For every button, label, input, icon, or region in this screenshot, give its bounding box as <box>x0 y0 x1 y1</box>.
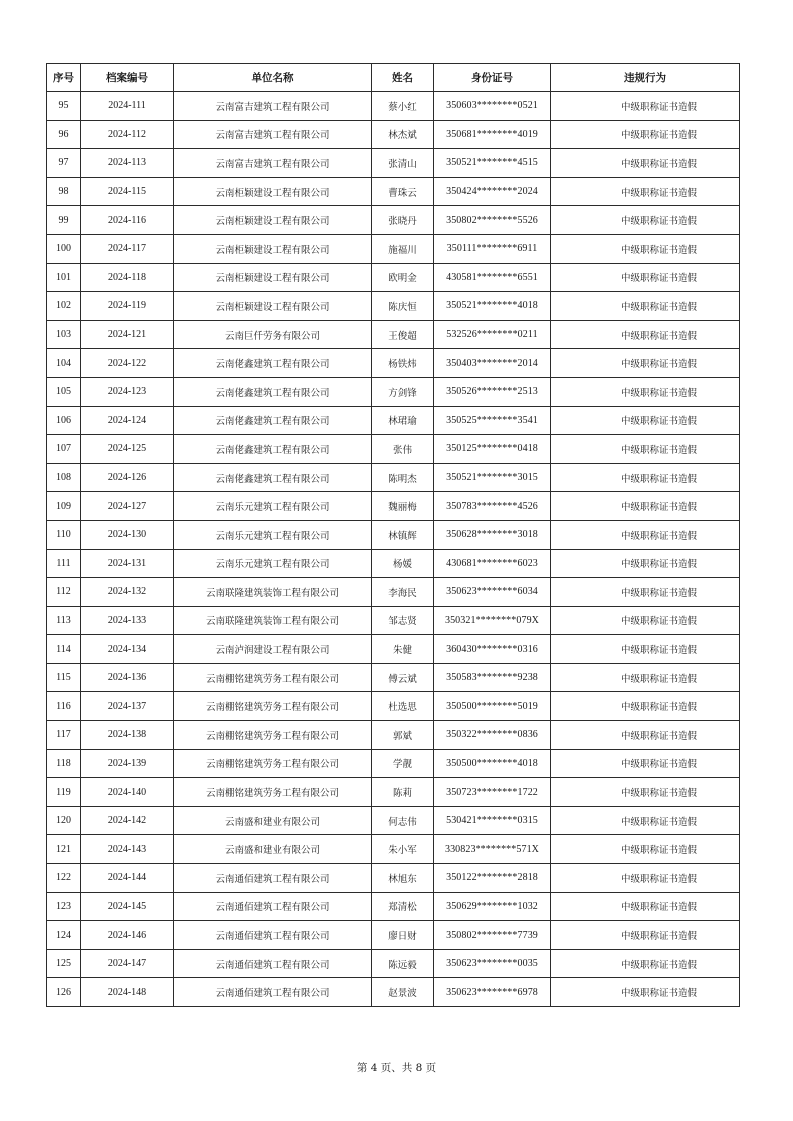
cell-company-name: 云南佬鑫建筑工程有限公司 <box>174 463 372 492</box>
violation-records-table <box>46 63 740 1007</box>
cell-company-name: 云南佬鑫建筑工程有限公司 <box>174 377 372 406</box>
cell-id-number: 350322********0836 <box>434 721 551 750</box>
cell-person-name: 张伟 <box>372 435 434 464</box>
cell-serial-number: 116 <box>47 692 81 721</box>
cell-company-name: 云南棚铭建筑劳务工程有限公司 <box>174 778 372 807</box>
cell-file-number: 2024-123 <box>81 377 174 406</box>
cell-file-number: 2024-124 <box>81 406 174 435</box>
cell-serial-number: 111 <box>47 549 81 578</box>
cell-person-name: 何志伟 <box>372 806 434 835</box>
cell-id-number: 430581********6551 <box>434 263 551 292</box>
cell-violation: 中级职称证书造假 <box>551 320 740 349</box>
cell-file-number: 2024-138 <box>81 721 174 750</box>
cell-file-number: 2024-131 <box>81 549 174 578</box>
cell-person-name: 杜选思 <box>372 692 434 721</box>
cell-person-name: 王俊超 <box>372 320 434 349</box>
table-row <box>47 692 740 721</box>
cell-violation: 中级职称证书造假 <box>551 177 740 206</box>
table-row <box>47 406 740 435</box>
table-row <box>47 120 740 149</box>
cell-file-number: 2024-111 <box>81 92 174 121</box>
table-row <box>47 320 740 349</box>
cell-id-number: 350521********4018 <box>434 292 551 321</box>
cell-serial-number: 118 <box>47 749 81 778</box>
cell-file-number: 2024-137 <box>81 692 174 721</box>
cell-company-name: 云南巨仟劳务有限公司 <box>174 320 372 349</box>
cell-file-number: 2024-139 <box>81 749 174 778</box>
cell-id-number: 350125********0418 <box>434 435 551 464</box>
cell-id-number: 350783********4526 <box>434 492 551 521</box>
cell-id-number: 350623********0035 <box>434 949 551 978</box>
cell-person-name: 林镇辉 <box>372 520 434 549</box>
cell-serial-number: 124 <box>47 921 81 950</box>
cell-serial-number: 108 <box>47 463 81 492</box>
table-row <box>47 377 740 406</box>
table-row <box>47 463 740 492</box>
table-row <box>47 864 740 893</box>
cell-company-name: 云南柜颖建设工程有限公司 <box>174 234 372 263</box>
cell-company-name: 云南盛和建业有限公司 <box>174 806 372 835</box>
cell-company-name: 云南佬鑫建筑工程有限公司 <box>174 435 372 464</box>
table-row <box>47 234 740 263</box>
cell-id-number: 360430********0316 <box>434 635 551 664</box>
cell-file-number: 2024-119 <box>81 292 174 321</box>
cell-company-name: 云南联隆建筑装饰工程有限公司 <box>174 578 372 607</box>
cell-violation: 中级职称证书造假 <box>551 377 740 406</box>
cell-company-name: 云南柜颖建设工程有限公司 <box>174 263 372 292</box>
table-row <box>47 349 740 378</box>
cell-violation: 中级职称证书造假 <box>551 635 740 664</box>
cell-person-name: 陈明杰 <box>372 463 434 492</box>
cell-id-number: 532526********0211 <box>434 320 551 349</box>
cell-file-number: 2024-115 <box>81 177 174 206</box>
table-row <box>47 435 740 464</box>
cell-violation: 中级职称证书造假 <box>551 349 740 378</box>
cell-person-name: 杨媛 <box>372 549 434 578</box>
cell-violation: 中级职称证书造假 <box>551 835 740 864</box>
cell-company-name: 云南通佰建筑工程有限公司 <box>174 921 372 950</box>
cell-serial-number: 122 <box>47 864 81 893</box>
table-row <box>47 549 740 578</box>
cell-file-number: 2024-132 <box>81 578 174 607</box>
cell-file-number: 2024-112 <box>81 120 174 149</box>
cell-serial-number: 96 <box>47 120 81 149</box>
cell-company-name: 云南柜颖建设工程有限公司 <box>174 206 372 235</box>
cell-person-name: 张清山 <box>372 149 434 178</box>
cell-violation: 中级职称证书造假 <box>551 120 740 149</box>
cell-file-number: 2024-121 <box>81 320 174 349</box>
table-row <box>47 921 740 950</box>
cell-violation: 中级职称证书造假 <box>551 92 740 121</box>
cell-file-number: 2024-144 <box>81 864 174 893</box>
cell-violation: 中级职称证书造假 <box>551 234 740 263</box>
table-row <box>47 492 740 521</box>
cell-file-number: 2024-136 <box>81 663 174 692</box>
cell-person-name: 朱小军 <box>372 835 434 864</box>
table-row <box>47 92 740 121</box>
cell-person-name: 林旭东 <box>372 864 434 893</box>
cell-violation: 中级职称证书造假 <box>551 578 740 607</box>
cell-file-number: 2024-146 <box>81 921 174 950</box>
cell-file-number: 2024-133 <box>81 606 174 635</box>
cell-id-number: 350802********7739 <box>434 921 551 950</box>
cell-company-name: 云南棚铭建筑劳务工程有限公司 <box>174 692 372 721</box>
cell-violation: 中级职称证书造假 <box>551 463 740 492</box>
cell-serial-number: 112 <box>47 578 81 607</box>
cell-person-name: 欧明金 <box>372 263 434 292</box>
table-row <box>47 606 740 635</box>
cell-id-number: 530421********0315 <box>434 806 551 835</box>
cell-person-name: 傅云斌 <box>372 663 434 692</box>
cell-serial-number: 121 <box>47 835 81 864</box>
cell-person-name: 赵景波 <box>372 978 434 1007</box>
cell-id-number: 350681********4019 <box>434 120 551 149</box>
table-row <box>47 778 740 807</box>
cell-id-number: 350122********2818 <box>434 864 551 893</box>
cell-serial-number: 99 <box>47 206 81 235</box>
table-row <box>47 578 740 607</box>
cell-id-number: 350111********6911 <box>434 234 551 263</box>
cell-violation: 中级职称证书造假 <box>551 435 740 464</box>
cell-file-number: 2024-116 <box>81 206 174 235</box>
cell-company-name: 云南柜颖建设工程有限公司 <box>174 292 372 321</box>
cell-serial-number: 120 <box>47 806 81 835</box>
cell-company-name: 云南通佰建筑工程有限公司 <box>174 864 372 893</box>
table-row <box>47 520 740 549</box>
cell-serial-number: 101 <box>47 263 81 292</box>
cell-id-number: 350424********2024 <box>434 177 551 206</box>
cell-file-number: 2024-140 <box>81 778 174 807</box>
cell-serial-number: 113 <box>47 606 81 635</box>
table-row <box>47 635 740 664</box>
cell-id-number: 350628********3018 <box>434 520 551 549</box>
cell-file-number: 2024-127 <box>81 492 174 521</box>
cell-serial-number: 100 <box>47 234 81 263</box>
cell-file-number: 2024-148 <box>81 978 174 1007</box>
cell-serial-number: 105 <box>47 377 81 406</box>
cell-violation: 中级职称证书造假 <box>551 949 740 978</box>
cell-violation: 中级职称证书造假 <box>551 778 740 807</box>
cell-company-name: 云南富吉建筑工程有限公司 <box>174 149 372 178</box>
cell-file-number: 2024-118 <box>81 263 174 292</box>
cell-serial-number: 98 <box>47 177 81 206</box>
cell-person-name: 邹志贤 <box>372 606 434 635</box>
table-row <box>47 749 740 778</box>
cell-person-name: 郑清松 <box>372 892 434 921</box>
table-row <box>47 149 740 178</box>
cell-id-number: 350723********1722 <box>434 778 551 807</box>
cell-serial-number: 119 <box>47 778 81 807</box>
cell-serial-number: 95 <box>47 92 81 121</box>
header-person-name: 姓名 <box>372 64 434 92</box>
cell-serial-number: 123 <box>47 892 81 921</box>
table-row <box>47 721 740 750</box>
cell-person-name: 朱健 <box>372 635 434 664</box>
cell-person-name: 林杰斌 <box>372 120 434 149</box>
cell-serial-number: 109 <box>47 492 81 521</box>
cell-company-name: 云南通佰建筑工程有限公司 <box>174 949 372 978</box>
cell-id-number: 350500********4018 <box>434 749 551 778</box>
cell-company-name: 云南佬鑫建筑工程有限公司 <box>174 349 372 378</box>
table-row <box>47 978 740 1007</box>
cell-file-number: 2024-117 <box>81 234 174 263</box>
cell-id-number: 350603********0521 <box>434 92 551 121</box>
cell-person-name: 曹珠云 <box>372 177 434 206</box>
table-body <box>47 92 740 1007</box>
cell-person-name: 郭斌 <box>372 721 434 750</box>
cell-company-name: 云南佬鑫建筑工程有限公司 <box>174 406 372 435</box>
cell-violation: 中级职称证书造假 <box>551 692 740 721</box>
cell-violation: 中级职称证书造假 <box>551 292 740 321</box>
cell-file-number: 2024-143 <box>81 835 174 864</box>
cell-file-number: 2024-125 <box>81 435 174 464</box>
cell-violation: 中级职称证书造假 <box>551 864 740 893</box>
cell-id-number: 350525********3541 <box>434 406 551 435</box>
cell-serial-number: 97 <box>47 149 81 178</box>
cell-violation: 中级职称证书造假 <box>551 520 740 549</box>
table-row <box>47 177 740 206</box>
cell-file-number: 2024-130 <box>81 520 174 549</box>
cell-violation: 中级职称证书造假 <box>551 263 740 292</box>
cell-serial-number: 125 <box>47 949 81 978</box>
cell-company-name: 云南富吉建筑工程有限公司 <box>174 92 372 121</box>
cell-person-name: 魏丽梅 <box>372 492 434 521</box>
cell-company-name: 云南棚铭建筑劳务工程有限公司 <box>174 663 372 692</box>
cell-id-number: 350521********4515 <box>434 149 551 178</box>
cell-violation: 中级职称证书造假 <box>551 406 740 435</box>
table-row <box>47 292 740 321</box>
cell-violation: 中级职称证书造假 <box>551 921 740 950</box>
cell-id-number: 350802********5526 <box>434 206 551 235</box>
cell-company-name: 云南富吉建筑工程有限公司 <box>174 120 372 149</box>
cell-violation: 中级职称证书造假 <box>551 978 740 1007</box>
cell-person-name: 蔡小红 <box>372 92 434 121</box>
cell-person-name: 施福川 <box>372 234 434 263</box>
cell-company-name: 云南柜颖建设工程有限公司 <box>174 177 372 206</box>
header-serial-number: 序号 <box>47 64 81 92</box>
cell-violation: 中级职称证书造假 <box>551 892 740 921</box>
cell-violation: 中级职称证书造假 <box>551 492 740 521</box>
cell-file-number: 2024-142 <box>81 806 174 835</box>
cell-file-number: 2024-147 <box>81 949 174 978</box>
cell-violation: 中级职称证书造假 <box>551 206 740 235</box>
cell-file-number: 2024-126 <box>81 463 174 492</box>
cell-person-name: 陈庆恒 <box>372 292 434 321</box>
cell-id-number: 350321********079X <box>434 606 551 635</box>
table-row <box>47 892 740 921</box>
cell-id-number: 350623********6034 <box>434 578 551 607</box>
cell-file-number: 2024-122 <box>81 349 174 378</box>
header-file-number: 档案编号 <box>81 64 174 92</box>
cell-company-name: 云南通佰建筑工程有限公司 <box>174 892 372 921</box>
table-row <box>47 835 740 864</box>
cell-serial-number: 117 <box>47 721 81 750</box>
cell-person-name: 林珺瑜 <box>372 406 434 435</box>
cell-id-number: 330823********571X <box>434 835 551 864</box>
cell-file-number: 2024-134 <box>81 635 174 664</box>
table-row <box>47 663 740 692</box>
cell-person-name: 张晓丹 <box>372 206 434 235</box>
cell-id-number: 350623********6978 <box>434 978 551 1007</box>
cell-serial-number: 126 <box>47 978 81 1007</box>
cell-company-name: 云南盛和建业有限公司 <box>174 835 372 864</box>
cell-person-name: 方剑锋 <box>372 377 434 406</box>
cell-violation: 中级职称证书造假 <box>551 606 740 635</box>
cell-company-name: 云南乐元建筑工程有限公司 <box>174 492 372 521</box>
cell-id-number: 350526********2513 <box>434 377 551 406</box>
cell-violation: 中级职称证书造假 <box>551 721 740 750</box>
cell-company-name: 云南乐元建筑工程有限公司 <box>174 520 372 549</box>
cell-serial-number: 114 <box>47 635 81 664</box>
cell-person-name: 廖日财 <box>372 921 434 950</box>
cell-company-name: 云南泸润建设工程有限公司 <box>174 635 372 664</box>
table-header-row <box>47 64 740 92</box>
cell-serial-number: 102 <box>47 292 81 321</box>
cell-file-number: 2024-113 <box>81 149 174 178</box>
cell-company-name: 云南通佰建筑工程有限公司 <box>174 978 372 1007</box>
table-row <box>47 263 740 292</box>
cell-id-number: 350403********2014 <box>434 349 551 378</box>
table-row <box>47 206 740 235</box>
cell-serial-number: 104 <box>47 349 81 378</box>
table-row <box>47 949 740 978</box>
cell-violation: 中级职称证书造假 <box>551 663 740 692</box>
cell-file-number: 2024-145 <box>81 892 174 921</box>
cell-id-number: 350629********1032 <box>434 892 551 921</box>
cell-id-number: 350521********3015 <box>434 463 551 492</box>
cell-person-name: 陈莉 <box>372 778 434 807</box>
header-id-number: 身份证号 <box>434 64 551 92</box>
cell-person-name: 学靓 <box>372 749 434 778</box>
cell-violation: 中级职称证书造假 <box>551 749 740 778</box>
table-row <box>47 806 740 835</box>
header-company-name: 单位名称 <box>174 64 372 92</box>
cell-person-name: 杨铁炜 <box>372 349 434 378</box>
page-footer: 第 4 页、共 8 页 <box>356 1062 437 1074</box>
cell-company-name: 云南棚铭建筑劳务工程有限公司 <box>174 749 372 778</box>
cell-person-name: 李海民 <box>372 578 434 607</box>
cell-company-name: 云南乐元建筑工程有限公司 <box>174 549 372 578</box>
cell-serial-number: 106 <box>47 406 81 435</box>
cell-serial-number: 107 <box>47 435 81 464</box>
cell-serial-number: 110 <box>47 520 81 549</box>
cell-person-name: 陈远毅 <box>372 949 434 978</box>
cell-violation: 中级职称证书造假 <box>551 549 740 578</box>
cell-id-number: 430681********6023 <box>434 549 551 578</box>
cell-violation: 中级职称证书造假 <box>551 149 740 178</box>
cell-company-name: 云南联隆建筑装饰工程有限公司 <box>174 606 372 635</box>
cell-serial-number: 115 <box>47 663 81 692</box>
cell-violation: 中级职称证书造假 <box>551 806 740 835</box>
cell-serial-number: 103 <box>47 320 81 349</box>
cell-company-name: 云南棚铭建筑劳务工程有限公司 <box>174 721 372 750</box>
cell-id-number: 350583********9238 <box>434 663 551 692</box>
header-violation: 违规行为 <box>551 64 740 92</box>
cell-id-number: 350500********5019 <box>434 692 551 721</box>
